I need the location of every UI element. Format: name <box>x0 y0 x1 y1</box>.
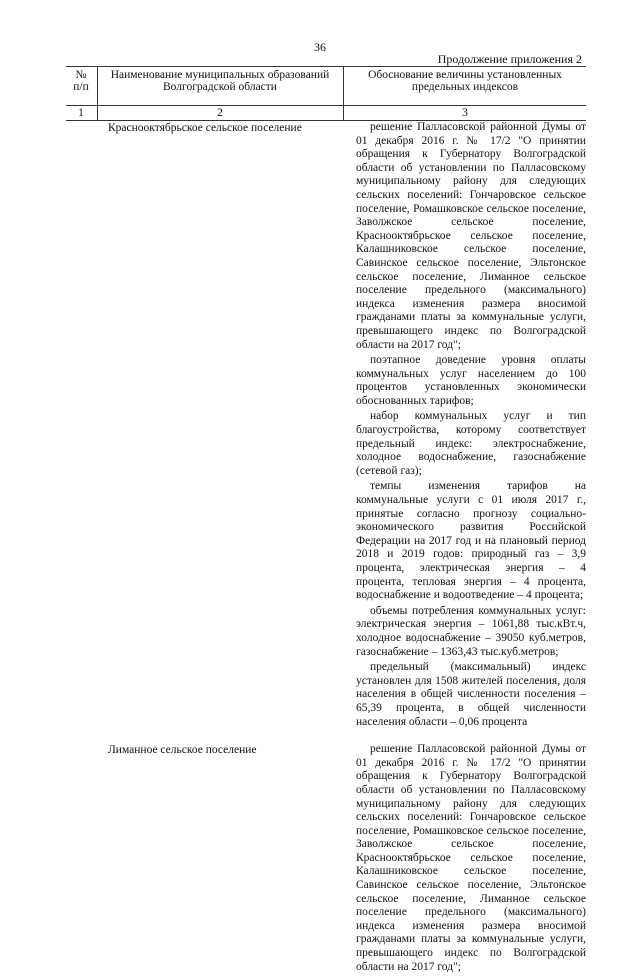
table-header <box>66 66 586 106</box>
table-row <box>66 121 586 729</box>
column-number: 2 <box>217 107 223 119</box>
document-table <box>66 66 586 976</box>
column-divider <box>97 67 98 105</box>
basis-text <box>356 121 586 729</box>
continuation-label: Продолжение приложения 2 <box>437 52 582 66</box>
column-divider <box>97 106 98 120</box>
basis-paragraph: темпы изменения тарифов на коммунальные услуги с 01 июля 2017 г., принятые согласно прогнозу социально-экономического развития Российской Федерации на 2017 год и на плановый период 2018 и 2019 годов: природный газ – 3,9 процента, электрическая энергия – 4 процента, тепловая энергия – 4 процента, водоснабжение и водоотведение – 4 процента; <box>356 480 586 602</box>
page-number: 36 <box>314 40 326 54</box>
basis-text <box>356 743 586 974</box>
basis-paragraph: решение Палласовской районной Думы от 01 декабря 2016 г. № 17/2 "О принятии обращения к Губернатору Волгоградской области об установлении по Палласовскому муниципальному району для следующих сельских поселений: Гончаровское сельское поселение, Ромашковское сельское поселение, Заволжское сельское поселение, Краснооктябрьское сельское поселение, Калашниковское сельское поселение, Савинское сельское поселение, Эльтонское сельское поселение, Лиманное сельское поселение предельного (максимального) индекса изменения размера вносимой гражданами платы за коммунальные услуги, превышающего индекс по Волгоградской области на 2017 год"; <box>356 743 586 973</box>
municipality-name: Лиманное сельское поселение <box>108 744 257 757</box>
basis-paragraph: поэтапное доведение уровня оплаты коммунальных услуг населением до 100 процентов установленных экономически обоснованных тарифов; <box>356 354 586 407</box>
column-number: 3 <box>462 107 468 119</box>
basis-paragraph: набор коммунальных услуг и тип благоустройства, которому соответствует предельный индекс: электроснабжение, холодное водоснабжение, газоснабжение (сетевой газ); <box>356 410 586 477</box>
municipality-name: Краснооктябрьское сельское поселение <box>108 122 302 134</box>
header-num: № п/п <box>73 69 89 94</box>
header-basis: Обоснование величины установленных предельных индексов <box>368 69 562 94</box>
basis-paragraph: объемы потребления коммунальных услуг: электрическая энергия – 1061,88 тыс.кВт.ч, холодное водоснабжение – 39050 куб.метров, газоснабжение – 1363,43 тыс.куб.метров; <box>356 604 586 658</box>
basis-paragraph: предельный (максимальный) индекс установлен для 1508 жителей поселения, доля населения в общей численности поселения – 65,39 процента, в общей численности населения области – 0,06 процента <box>356 661 586 728</box>
column-number: 1 <box>78 107 84 119</box>
column-divider <box>343 106 344 120</box>
basis-paragraph: решение Палласовской районной Думы от 01 декабря 2016 г. № 17/2 "О принятии обращения к Губернатору Волгоградской области об установлении по Палласовскому муниципальному району для следующих сельских поселений: Гончаровское сельское поселение, Ромашковское сельское поселение, Заволжское сельское поселение, Краснооктябрьское сельское поселение, Калашниковское сельское поселение, Савинское сельское поселение, Эльтонское сельское поселение, Лиманное сельское поселение предельного (максимального) индекса изменения размера вносимой гражданами платы за коммунальные услуги, превышающего индекс по Волгоградской области на 2017 год"; <box>356 121 586 351</box>
header-name: Наименование муниципальных образований Волгоградской области <box>110 69 330 94</box>
column-divider <box>343 67 344 105</box>
column-number-row <box>66 106 586 121</box>
table-row <box>66 743 586 974</box>
